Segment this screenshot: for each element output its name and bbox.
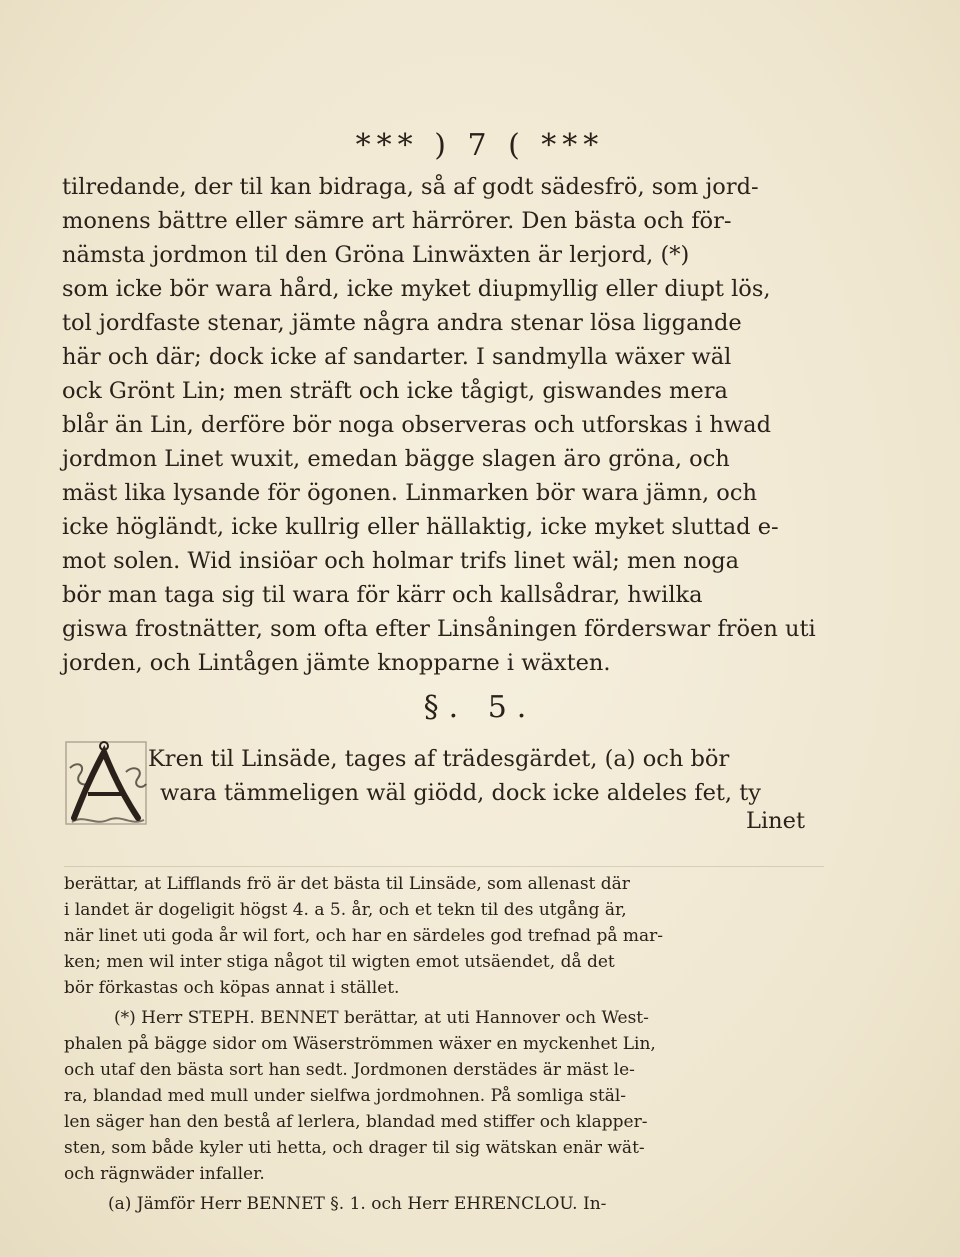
text-line: jorden, och Lintågen jämte knopparne i wäxten.: [62, 650, 611, 676]
text-line: ock Grönt Lin; men sträft och icke tågigt, giswandes mera: [62, 378, 728, 404]
page-header: *** ) 7 ( ***: [355, 128, 605, 163]
text-line: giswa frostnätter, som ofta efter Linsåningen förderswar fröen uti: [62, 616, 816, 642]
catchword: Linet: [746, 808, 805, 834]
footnote-line: ra, blandad med mull under sielfwa jordmohnen. På somliga stäl-: [64, 1086, 627, 1106]
footnote-line: och rägnwäder infaller.: [64, 1164, 265, 1184]
paragraph-line: wara tämmeligen wäl giödd, dock icke aldeles fet, ty: [160, 780, 761, 806]
text-line: mäst lika lysande för ögonen. Linmarken bör wara jämn, och: [62, 480, 757, 506]
footnote-line: sten, som både kyler uti hetta, och drager til sig wätskan enär wät-: [64, 1138, 645, 1158]
text-line: mot solen. Wid insiöar och holmar trifs linet wäl; men noga: [62, 548, 740, 574]
text-line: bör man taga sig til wara för kärr och kallsådrar, hwilka: [62, 582, 703, 608]
footnote-line: (a) Jämför Herr BENNET §. 1. och Herr EHRENCLOU. In-: [108, 1194, 607, 1214]
text-line: icke högländt, icke kullrig eller hällaktig, icke myket sluttad e-: [62, 514, 779, 540]
footnote-line: när linet uti goda år wil fort, och har en särdeles god trefnad på mar-: [64, 926, 664, 946]
text-line: som icke bör wara hård, icke myket diupmyllig eller diupt lös,: [62, 276, 771, 302]
text-line: här och där; dock icke af sandarter. I sandmylla wäxer wäl: [62, 344, 732, 370]
text-line: tilredande, der til kan bidraga, så af godt sädesfrö, som jord-: [62, 174, 759, 200]
footnote-line: (*) Herr STEPH. BENNET berättar, at uti Hannover och West-: [114, 1008, 649, 1028]
footnote-line: bör förkastas och köpas annat i stället.: [64, 978, 400, 998]
footnote-divider: [64, 866, 824, 867]
footnote-line: i landet är dogeligit högst 4. a 5. år, och et tekn til des utgång är,: [64, 900, 627, 920]
footnote-line: phalen på bägge sidor om Wäserströmmen wäxer en myckenhet Lin,: [64, 1034, 656, 1054]
footnote-line: och utaf den bästa sort han sedt. Jordmonen derstädes är mäst le-: [64, 1060, 635, 1080]
text-line: jordmon Linet wuxit, emedan bägge slagen äro gröna, och: [62, 446, 730, 472]
text-line: nämsta jordmon til den Gröna Linwäxten är lerjord, (*): [62, 242, 690, 268]
text-line: monens bättre eller sämre art härrörer. Den bästa och för-: [62, 208, 732, 234]
footnote-line: ken; men wil inter stiga något til wigten emot utsäendet, då det: [64, 952, 615, 972]
dropcap-ornament-icon: [64, 738, 150, 828]
ornamental-dropcap: [64, 738, 150, 828]
footnote-line: berättar, at Lifflands frö är det bästa til Linsäde, som allenast där: [64, 874, 630, 894]
text-line: tol jordfaste stenar, jämte några andra stenar lösa liggande: [62, 310, 742, 336]
text-line: blår än Lin, derföre bör noga observeras och utforskas i hwad: [62, 412, 771, 438]
footnote-line: len säger han den bestå af lerlera, blandad med stiffer och klapper-: [64, 1112, 648, 1132]
section-heading: §. 5.: [423, 690, 537, 725]
paragraph-line: Kren til Linsäde, tages af trädesgärdet, (a) och bör: [148, 746, 730, 772]
